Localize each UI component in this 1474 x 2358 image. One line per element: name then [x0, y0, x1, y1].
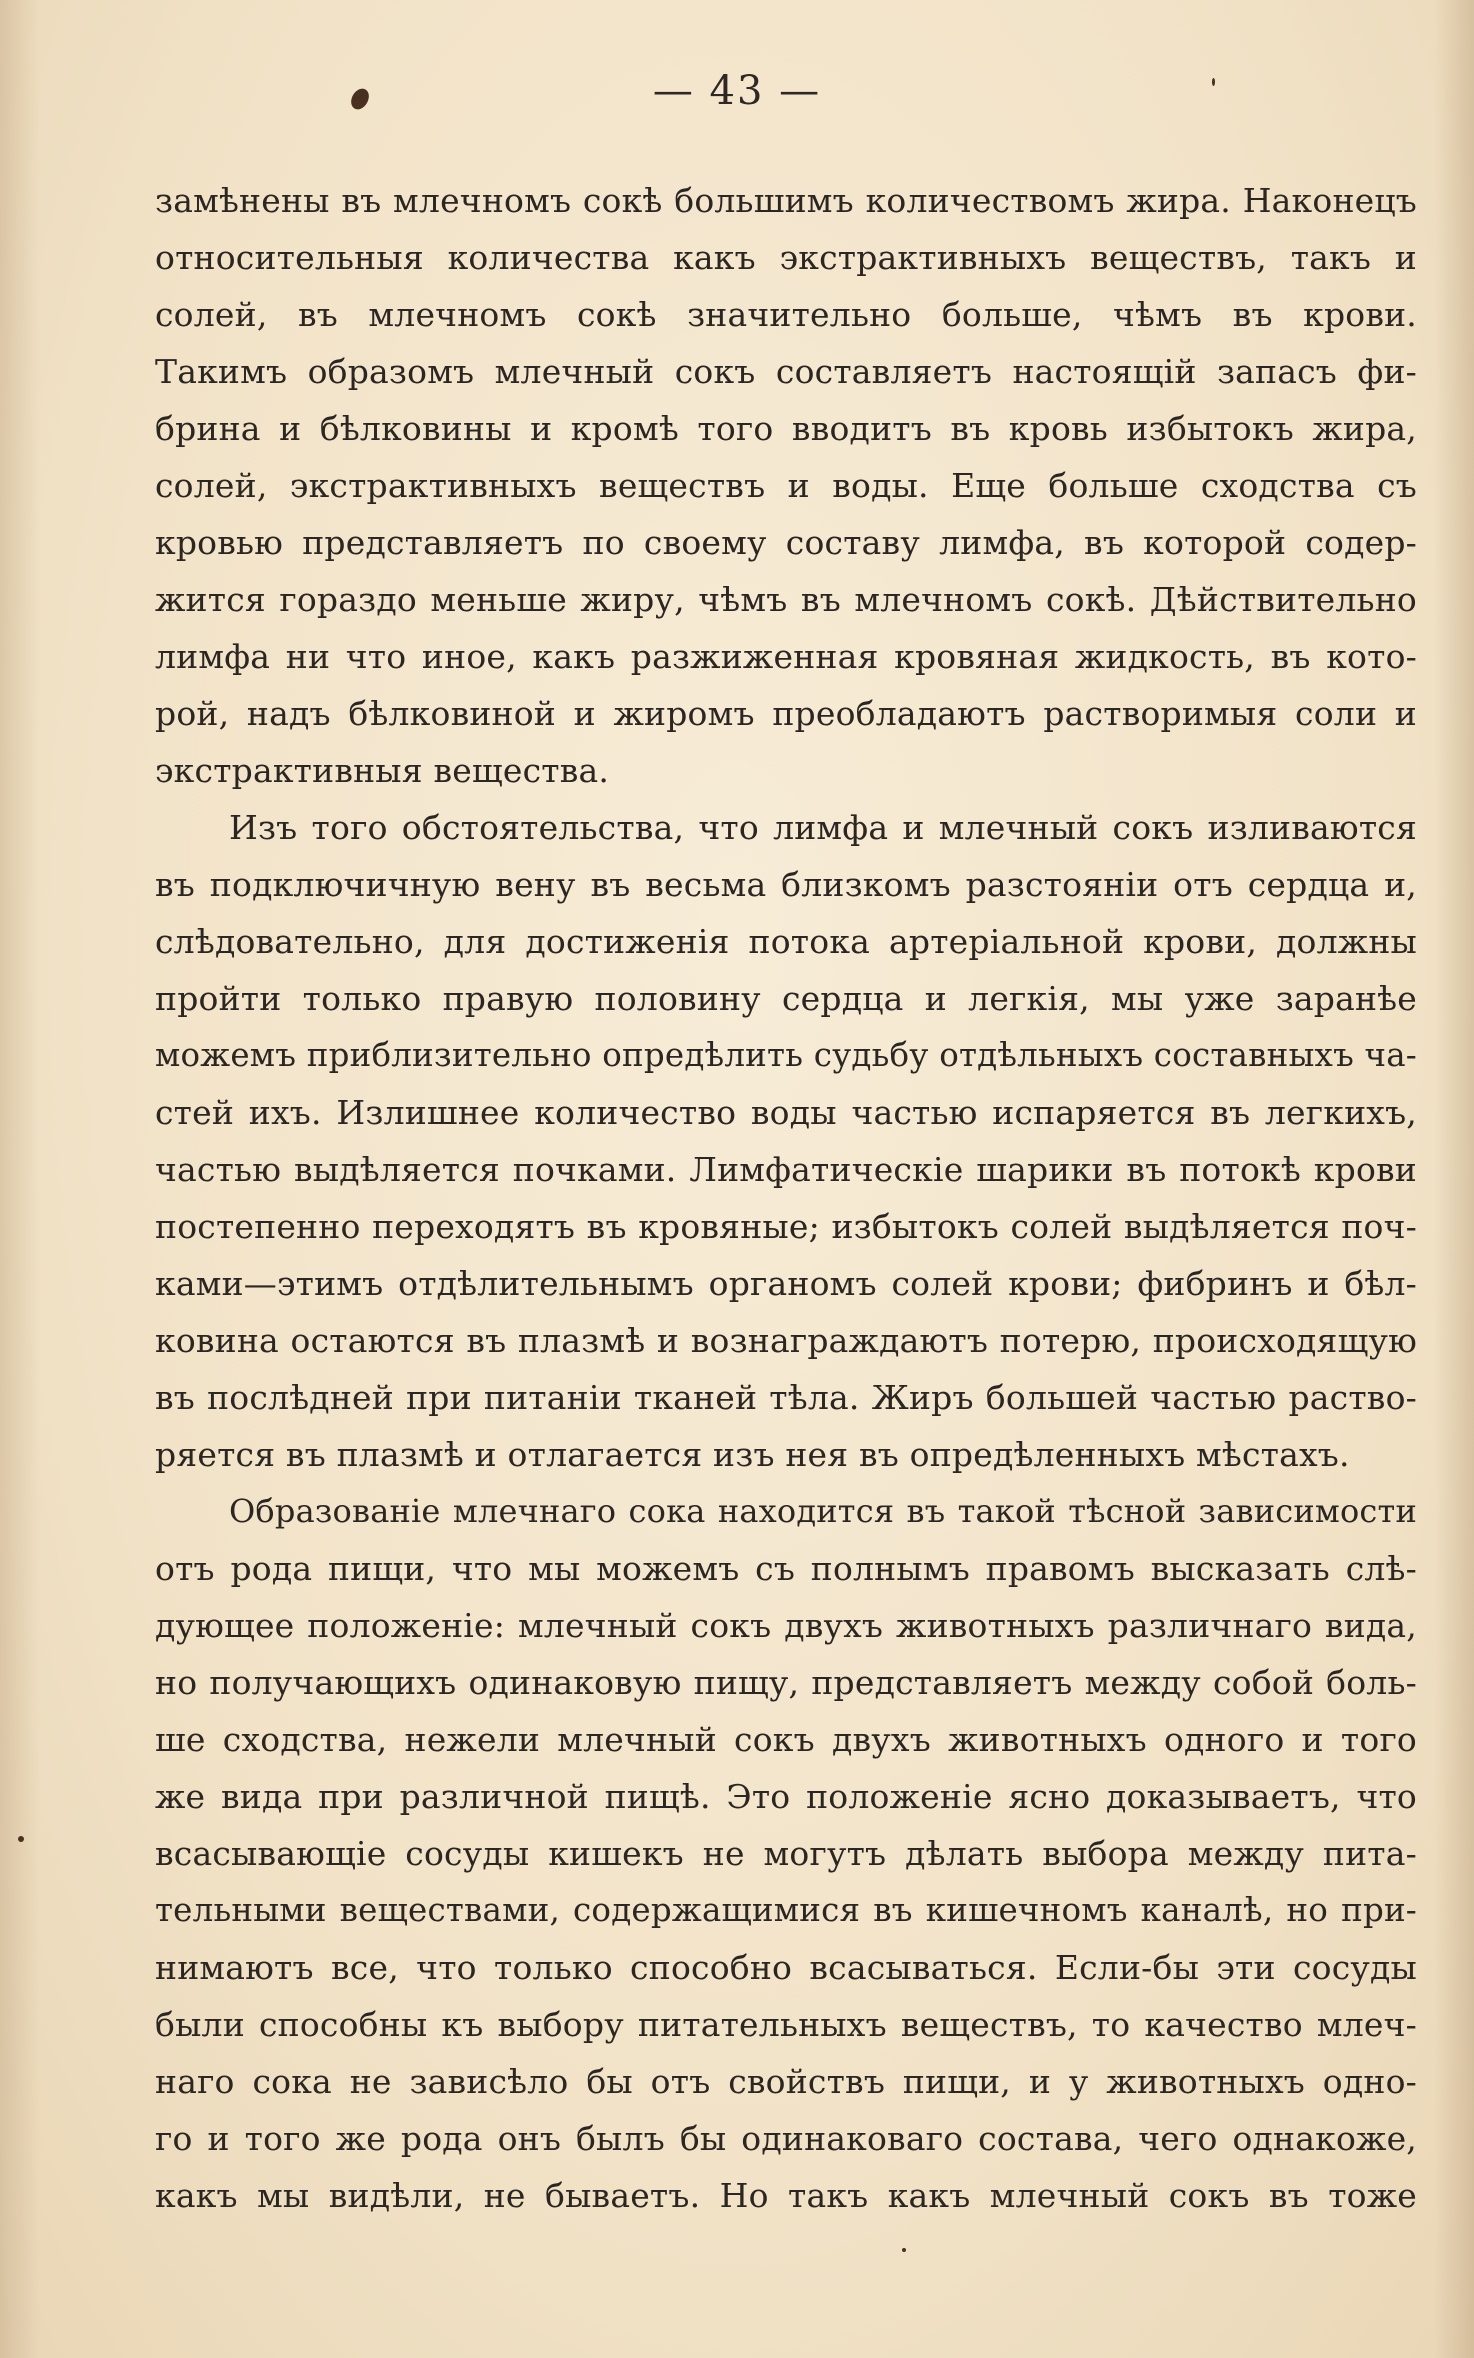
text-line: въ послѣдней при питаніи тканей тѣла. Жиръ большей частью раство- [155, 1378, 1417, 1417]
text-line: кровью представляетъ по своему составу лимфа, въ которой содер- [155, 523, 1417, 562]
text-line: брина и бѣлковины и кромѣ того вводитъ въ кровь избытокъ жира, [155, 409, 1417, 448]
text-line: жится гораздо меньше жиру, чѣмъ въ млечномъ сокѣ. Дѣйствительно [155, 580, 1417, 619]
page-number: — 43 — [652, 68, 822, 114]
text-line: стей ихъ. Излишнее количество воды частью испаряется въ легкихъ, [155, 1093, 1417, 1132]
text-line: можемъ приблизительно опредѣлить судьбу отдѣльныхъ составныхъ ча- [155, 1036, 1417, 1074]
text-line: же вида при различной пищѣ. Это положеніе ясно доказываетъ, что [155, 1777, 1417, 1816]
ink-speck [902, 2248, 906, 2252]
text-line: нимаютъ все, что только способно всасываться. Если-бы эти сосуды [155, 1948, 1417, 1987]
text-line: рой, надъ бѣлковиной и жиромъ преобладаютъ растворимыя соли и [155, 694, 1417, 733]
left-edge-shadow [0, 0, 40, 2358]
text-line: го и того же рода онъ былъ бы одинаковаго состава, чего однакоже, [155, 2119, 1417, 2158]
text-line: пройти только правую половину сердца и легкія, мы уже заранѣе [155, 979, 1417, 1018]
text-line: экстрактивныя вещества. [155, 751, 610, 790]
text-line: тельными веществами, содержащимися въ кишечномъ каналѣ, но при- [155, 1891, 1417, 1929]
text-line: ряется въ плазмѣ и отлагается изъ нея въ опредѣленныхъ мѣстахъ. [155, 1435, 1350, 1474]
text-line: замѣнены въ млечномъ сокѣ большимъ количествомъ жира. Наконецъ [155, 181, 1417, 220]
text-line: но получающихъ одинаковую пищу, представляетъ между собой боль- [155, 1663, 1417, 1702]
right-edge-shadow [1434, 0, 1474, 2358]
text-line: дующее положеніе: млечный сокъ двухъ животныхъ различнаго вида, [155, 1606, 1417, 1645]
text-line: ковина остаются въ плазмѣ и вознаграждаютъ потерю, происходящую [155, 1321, 1417, 1360]
text-line: ше сходства, нежели млечный сокъ двухъ животныхъ одного и того [155, 1720, 1417, 1759]
text-line: были способны къ выбору питательныхъ веществъ, то качество млеч- [155, 2005, 1417, 2044]
text-line: всасывающіе сосуды кишекъ не могутъ дѣлать выбора между пита- [155, 1834, 1417, 1873]
body-text [155, 172, 1417, 2224]
text-line: постепенно переходятъ въ кровяные; избытокъ солей выдѣляется поч- [155, 1207, 1417, 1246]
ink-speck [18, 1836, 24, 1842]
text-line: относительныя количества какъ экстрактивныхъ веществъ, такъ и [155, 238, 1417, 277]
text-line: Такимъ образомъ млечный сокъ составляетъ настоящій запасъ фи- [155, 352, 1417, 391]
text-line: Образованіе млечнаго сока находится въ такой тѣсной зависимости [229, 1492, 1417, 1530]
text-line: въ подключичную вену въ весьма близкомъ разстояніи отъ сердца и, [155, 865, 1417, 904]
text-line: какъ мы видѣли, не бываетъ. Но такъ какъ млечный сокъ въ тоже [155, 2176, 1417, 2215]
text-line: ками—этимъ отдѣлительнымъ органомъ солей крови; фибринъ и бѣл- [155, 1264, 1417, 1303]
text-line: солей, въ млечномъ сокѣ значительно больше, чѣмъ въ крови. [155, 295, 1417, 334]
text-line: наго сока не зависѣло бы отъ свойствъ пищи, и у животныхъ одно- [155, 2062, 1417, 2101]
text-line: лимфа ни что иное, какъ разжиженная кровяная жидкость, въ кото- [155, 637, 1417, 676]
text-line: солей, экстрактивныхъ веществъ и воды. Еще больше сходства съ [155, 466, 1417, 505]
text-line: слѣдовательно, для достиженія потока артеріальной крови, должны [155, 922, 1417, 961]
text-line: частью выдѣляется почками. Лимфатическіе шарики въ потокѣ крови [155, 1150, 1417, 1189]
text-line: отъ рода пищи, что мы можемъ съ полнымъ правомъ высказать слѣ- [155, 1549, 1417, 1588]
text-line: Изъ того обстоятельства, что лимфа и млечный сокъ изливаются [229, 808, 1417, 847]
